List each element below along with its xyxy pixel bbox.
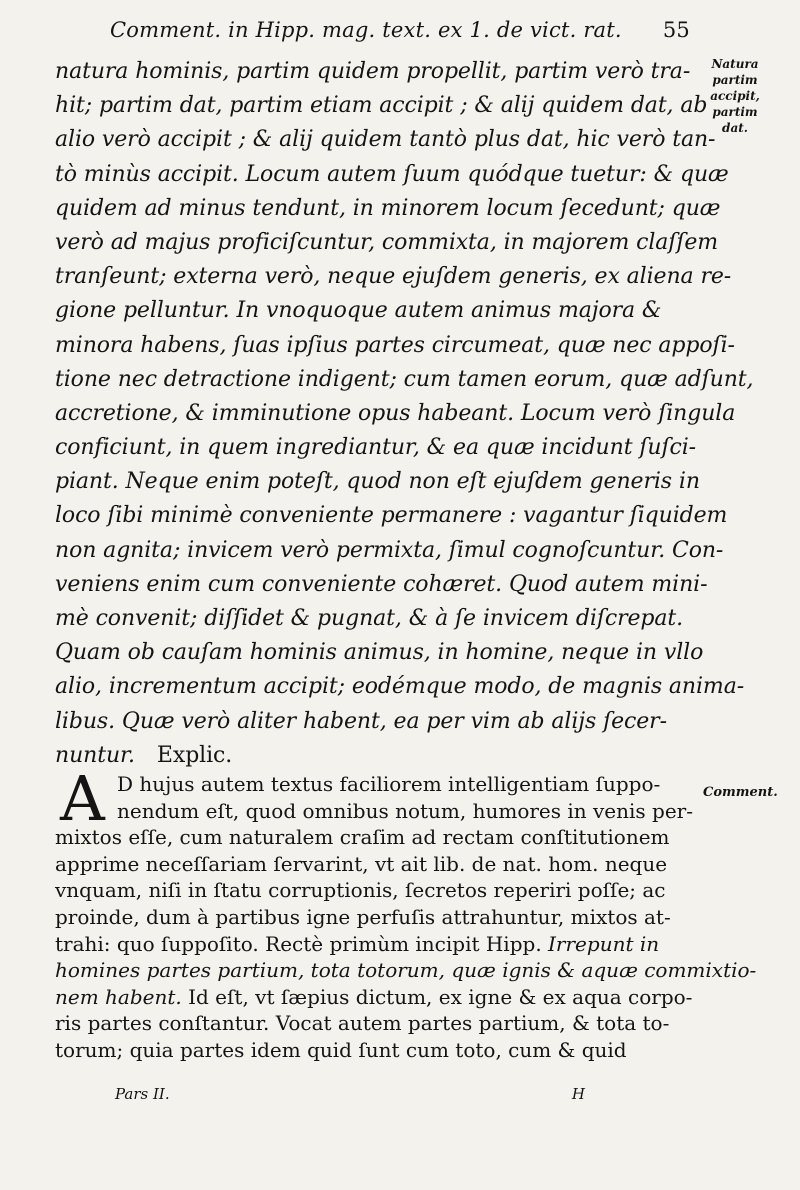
- text-line: mè convenit; diſſidet & pugnat, & à ſe invicem diſcrepat.: [55, 606, 684, 631]
- text-line: accretione, & imminutione opus habeant. Locum verò ſingula: [55, 400, 736, 426]
- commentary-roman: Id eſt, vt ſæpius dictum, ex igne & ex aqua corpo-: [181, 984, 693, 1009]
- text-line-end: nuntur.: [55, 742, 135, 768]
- hippocrates-text: [55, 55, 754, 773]
- commentary-italic: homines partes partium, tota totorum, quæ ignis & aquæ commixtio-: [55, 958, 757, 983]
- text-line: Quam ob cauſam hominis animus, in homine, neque in vllo: [55, 640, 704, 666]
- commentary-roman: D hujus autem textus faciliorem intelligentiam ſuppo-: [117, 772, 661, 796]
- text-line: non agnita; invicem verò permixta, ſimul cognoſcuntur. Con-: [55, 537, 724, 563]
- commentary-line: [55, 984, 695, 1011]
- footer-part: Pars II.: [115, 1085, 170, 1103]
- text-line: conficiunt, in quem ingrediantur, & ea quæ incidunt ſuſci-: [55, 435, 696, 461]
- text-line: loco ſibi minimè conveniente permanere : vagantur ſiquidem: [55, 503, 728, 529]
- text-line: verò ad majus proficiſcuntur, commixta, in majorem claſſem: [55, 229, 719, 255]
- margin-note-line: partim: [712, 105, 758, 119]
- text-line-last: [55, 739, 695, 773]
- commentary-italic: nem habent.: [55, 984, 182, 1009]
- commentary-roman: mixtos eſſe, cum naturalem craſim ad rectam conſtitutionem: [55, 825, 670, 850]
- commentary-italic: Irrepunt in: [548, 931, 660, 956]
- text-line: quidem ad minus tendunt, in minorem locum ſecedunt; quæ: [55, 195, 721, 221]
- commentary-roman: apprime neceſſariam ſervarint, vt ait lib. de nat. hom. neque: [55, 851, 668, 876]
- running-header: [110, 18, 690, 42]
- text-line: tò minùs accipit. Locum autem ſuum quódque tuetur: & quæ: [55, 161, 729, 187]
- running-title: Comment. in Hipp. mag. text. ex 1. de vict. rat.: [110, 18, 622, 42]
- commentary-line: [55, 931, 695, 958]
- commentary-roman: vnquam, niſi in ſtatu corruptionis, ſecretos reperiri poſſe; ac: [55, 878, 666, 903]
- commentary-roman: nendum eſt, quod omnibus notum, humores in venis per-: [117, 798, 693, 823]
- commentary-line: [55, 877, 695, 904]
- margin-note-natura: [700, 56, 770, 136]
- margin-note-comment: Comment.: [703, 785, 778, 800]
- margin-note-line: accipit,: [710, 89, 760, 103]
- text-line: alio, incrementum accipit; eodémque modo, de magnis anima-: [55, 674, 745, 700]
- text-line: libus. Quæ verò aliter habent, ea per vim ab alijs ſecer-: [55, 708, 667, 734]
- text-line: gione pelluntur. In vnoquoque autem animus majora &: [55, 298, 662, 324]
- commentary-roman: trahi: quo ſuppoſito. Rectè primùm incipit Hipp.: [55, 931, 549, 956]
- commentary-line: [55, 957, 757, 984]
- text-line: tranſeunt; externa verò, neque ejuſdem generis, ex aliena re-: [55, 264, 732, 290]
- text-line: minora habens, ſuas ipſius partes circumeat, quæ nec appoſi-: [55, 332, 735, 358]
- margin-note-line: Natura: [711, 57, 759, 71]
- text-line: veniens enim cum conveniente cohæret. Quod autem mini-: [55, 571, 708, 597]
- commentary-line: [55, 851, 695, 878]
- text-line: tione nec detractione indigent; cum tamen eorum, quæ adſunt,: [55, 366, 754, 392]
- commentary-line: [55, 1037, 695, 1064]
- commentary-roman: torum; quia partes idem quid ſunt cum toto, cum & quid: [55, 1037, 627, 1062]
- page-footer: [115, 1085, 585, 1103]
- drop-cap: A: [60, 762, 105, 835]
- explic-heading: Explic.: [156, 742, 233, 768]
- signature-mark: H: [571, 1085, 585, 1103]
- commentary-line: [55, 904, 695, 931]
- commentary-line: [55, 798, 695, 825]
- text-line: natura hominis, partim quidem propellit, partim verò tra-: [55, 59, 691, 84]
- margin-note-line: partim: [712, 73, 758, 87]
- text-line: hit; partim dat, partim etiam accipit ; & alij quidem dat, ab: [55, 93, 708, 119]
- margin-note-line: dat.: [722, 121, 748, 135]
- commentary-line: [55, 771, 695, 798]
- page-number: 55: [662, 18, 690, 42]
- commentary-roman: ris partes conſtantur. Vocat autem partes partium, & tota to-: [55, 1011, 670, 1036]
- commentary-line: [55, 1010, 695, 1037]
- text-line: piant. Neque enim poteſt, quod non eſt ejuſdem generis in: [55, 469, 700, 495]
- commentary-roman: proinde, dum à partibus igne perfuſis attrahuntur, mixtos at-: [55, 904, 671, 929]
- commentary-line: [55, 824, 695, 851]
- text-line: alio verò accipit ; & alij quidem tantò plus dat, hic verò tan-: [55, 127, 716, 153]
